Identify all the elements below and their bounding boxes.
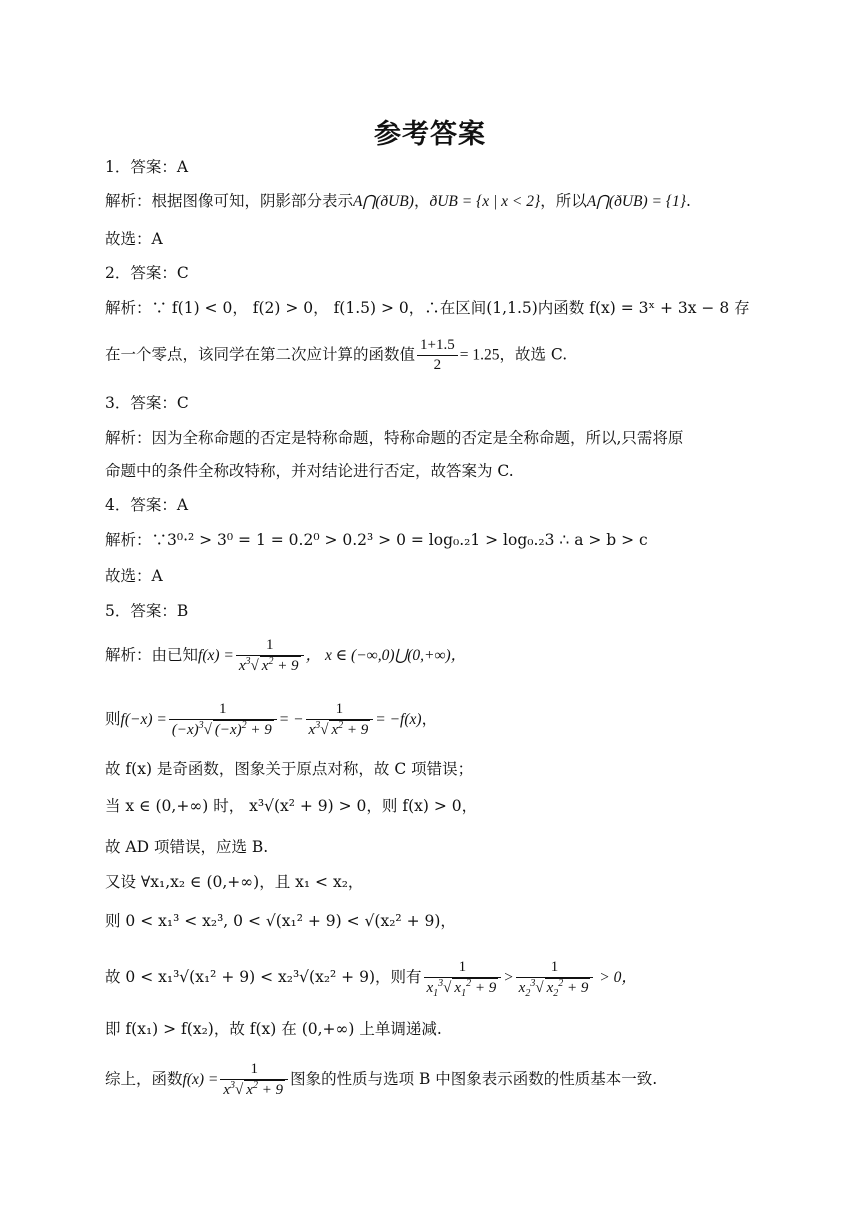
q1-end: . [686, 192, 691, 210]
q3-analysis-line1: 解析：因为全称命题的否定是特称命题，特称命题的否定是全称命题，所以,只需将原 [105, 429, 684, 447]
page-title: 参考答案 [374, 119, 486, 150]
q2-analysis-line1: 解析：∵ f(1) < 0， f(2) > 0， f(1.5) > 0，∴在区间(1,1.5)内函数 f(x) = 3ˣ + 3x − 8 存 [105, 299, 750, 317]
q1-answer: 1．答案：A [105, 158, 189, 176]
q3-answer: 3．答案：C [105, 394, 189, 412]
q5-l2-frac1: $\frac{1}{(-x)^3√ (-x)^2 + 9}$ [169, 700, 277, 740]
q1-expr3: A⋂(ðUB) = {1} [586, 193, 686, 210]
q5-l2-end: ， [421, 710, 438, 728]
q5-l8-frac2: $\frac{1}{x_2^3√ x_2^2 + 9}$ [516, 958, 594, 998]
q5-l2-prefix: 则 [105, 710, 121, 728]
q5-answer: 5．答案：B [105, 602, 189, 620]
q2-answer: 2．答案：C [105, 264, 189, 282]
q1-expr1: A⋂(ðUB) [353, 193, 414, 210]
q5-l1-fx: f(x) = [198, 647, 234, 664]
q5-l8-prefix: 故 0 < x₁³√(x₁² + 9) < x₂³√(x₂² + 9)，则有 [105, 968, 422, 986]
q2-analysis-line2 [105, 336, 567, 375]
q1-analysis [105, 190, 691, 213]
q2-frac-num: 1+1.5 [420, 337, 455, 353]
q3-analysis-line2: 命题中的条件全称改特称，并对结论进行否定，故答案为 C. [105, 462, 514, 480]
q5-l10-prefix: 综上，函数 [105, 1070, 183, 1088]
q2-frac-den: 2 [417, 355, 458, 375]
q5-line2: 则f(−x) = $\frac{1}{(-x)^3√ (-x)^2 + 9}$ = − $\frac{1}{x^3√ x^2 + 9}$ = −f(x)， [105, 701, 438, 738]
q5-line5: 故 AD 项错误，应选 B. [105, 838, 269, 856]
q5-line9: 即 f(x₁) > f(x₂)，故 f(x) 在 (0,+∞) 上单调递减. [105, 1020, 442, 1038]
q1-sep: ， [413, 192, 430, 210]
q5-l1-prefix: 解析：由已知 [105, 646, 199, 664]
q5-line10: 综上，函数f(x) = $\frac{1}{x^3√ x^2 + 9}$ 图象的性质与选项 B 中图象表示函数的性质基本一致. [105, 1061, 658, 1098]
q5-line1 [105, 636, 466, 676]
q1-expr2: ðUB = {x | x < 2} [429, 193, 541, 210]
q5-l8-frac1: $\frac{1}{x_1^3√ x_1^2 + 9}$ [424, 958, 502, 998]
q5-l8-end: > 0， [595, 969, 637, 986]
q5-line8: 故 0 < x₁³√(x₁² + 9) < x₂³√(x₂² + 9)，则有 $\frac{1}{x_1^3√ x_1^2 + 9}$ > $\frac{1}{x_2^3√ x_2^2 + 9}$ > 0， [105, 959, 637, 999]
q2-line2-eq: = 1.25 [459, 346, 500, 364]
q5-line7: 则 0 < x₁³ < x₂³, 0 < √(x₁² + 9) < √(x₂² + 9)， [105, 912, 456, 930]
q1-analysis-prefix: 解析：根据图像可知，阴影部分表示 [105, 192, 354, 210]
q5-l1-domain: ， x ∈ (−∞,0)⋃(0,+∞)， [305, 647, 467, 664]
q4-choice: 故选：A [105, 567, 163, 585]
q5-line3: 故 f(x) 是奇函数，图象关于原点对称，故 C 项错误； [105, 760, 474, 778]
q1-choice: 故选：A [105, 230, 163, 248]
q1-mid: ，所以 [540, 192, 587, 210]
q5-line4: 当 x ∈ (0,+∞) 时， x³√(x² + 9) > 0，则 f(x) > 0， [105, 797, 478, 815]
q2-fraction [417, 336, 458, 375]
q5-line6: 又设 ∀x₁,x₂ ∈ (0,+∞)，且 x₁ < x₂， [105, 873, 364, 891]
q5-l2-frac2: $\frac{1}{x^3√ x^2 + 9}$ [306, 700, 374, 740]
q2-line2-end: ，故选 C. [499, 345, 568, 364]
q4-answer: 4．答案：A [105, 496, 189, 514]
q5-l1-fraction: $\frac{1}{x^3√ x^2 + 9}$ [236, 636, 304, 676]
q4-analysis: 解析：∵3⁰·² > 3⁰ = 1 = 0.2⁰ > 0.2³ > 0 = log₀.₂1 > log₀.₂3 ∴ a > b > c [105, 531, 648, 549]
q5-l10-fraction: $\frac{1}{x^3√ x^2 + 9}$ [220, 1060, 288, 1100]
q2-line2-prefix: 在一个零点，该同学在第二次应计算的函数值 [105, 345, 416, 364]
q5-l10-end: 图象的性质与选项 B 中图象表示函数的性质基本一致. [290, 1070, 658, 1088]
